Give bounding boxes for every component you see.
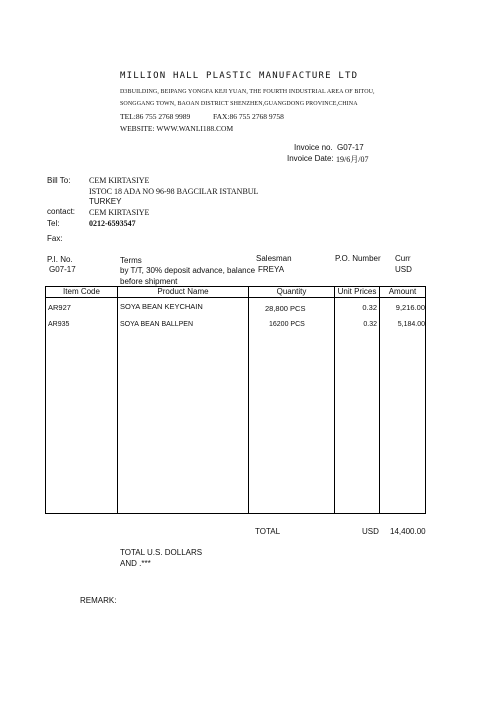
bill-to-address1: ISTOC 18 ADA NO 96-98 BAGCILAR ISTANBUL: [89, 187, 259, 196]
pi-label: P.I. No.: [47, 255, 73, 264]
quantity: 28,800 PCS: [249, 298, 335, 321]
product-name: SOYA BEAN KEYCHAIN: [118, 298, 249, 321]
company-website: WEBSITE: WWW.WANLI188.COM: [120, 124, 234, 133]
amount: 5,184.00: [380, 321, 426, 336]
invoice-date-label: Invoice Date:: [287, 154, 334, 163]
currency-value: USD: [395, 265, 412, 274]
header-item-code: Item Code: [46, 287, 118, 298]
invoice-number: G07-17: [337, 143, 364, 152]
pi-value: G07-17: [49, 265, 76, 274]
tel-label: Tel:: [47, 219, 60, 228]
bill-to-name: CEM KIRTASIYE: [89, 176, 150, 185]
terms-line2: before shipment: [120, 277, 178, 286]
product-name: SOYA BEAN BALLPEN: [118, 321, 249, 336]
invoice-number-label: Invoice no.: [294, 143, 333, 152]
total-words-line1: TOTAL U.S. DOLLARS: [120, 548, 203, 557]
salesman-value: FREYA: [258, 265, 285, 274]
po-number-label: P.O. Number: [335, 254, 381, 263]
salesman-label: Salesman: [256, 254, 292, 263]
company-address-line2: SONGGANG TOWN, BAOAN DISTRICT SHENZHEN,GUANGDONG PROVINCE,CHINA: [120, 101, 358, 107]
header-product-name: Product Name: [118, 287, 249, 298]
fax-label: Fax:: [47, 234, 63, 243]
header-quantity: Quantity: [249, 287, 335, 298]
items-table: [45, 286, 426, 514]
table-row: [46, 298, 426, 321]
terms-label: Terms: [120, 256, 142, 265]
bill-to-address2: TURKEY: [89, 197, 122, 206]
header-amount: Amount: [380, 287, 426, 298]
header-unit-prices: Unit Prices: [335, 287, 380, 298]
company-name: MILLION HALL PLASTIC MANUFACTURE LTD: [120, 71, 359, 81]
total-label: TOTAL: [255, 527, 281, 536]
unit-price: 0.32: [335, 298, 380, 321]
contact-name: CEM KIRTASIYE: [89, 208, 150, 217]
item-code: AR927: [46, 298, 118, 321]
quantity: 16200 PCS: [249, 321, 335, 336]
company-fax: FAX:86 755 2768 9758: [213, 112, 284, 121]
total-words-line2: AND .***: [120, 559, 151, 568]
total-currency: USD: [362, 527, 379, 536]
currency-label: Curr: [395, 254, 411, 263]
company-tel: TEL:86 755 2768 9989: [120, 112, 191, 121]
company-address-line1: D3BUILDING, BEIPANG YONGFA KEJI YUAN, THE FOURTH INDUSTRIAL AREA OF BITOU,: [120, 89, 375, 95]
terms-line1: by T/T, 30% deposit advance, balance: [120, 266, 256, 275]
item-code: AR935: [46, 321, 118, 336]
tel-value: 0212-6593547: [89, 219, 136, 228]
unit-price: 0.32: [335, 321, 380, 336]
bill-to-label: Bill To:: [47, 176, 71, 185]
total-amount: 14,400.00: [390, 527, 426, 536]
contact-label: contact:: [47, 207, 76, 216]
remark-label: REMARK:: [80, 596, 117, 605]
table-row: [46, 321, 426, 336]
amount: 9,216.00: [380, 298, 426, 321]
table-header-row: [46, 287, 426, 298]
invoice-date: 19/6月/07: [336, 155, 369, 164]
table-filler-row: [46, 336, 426, 514]
